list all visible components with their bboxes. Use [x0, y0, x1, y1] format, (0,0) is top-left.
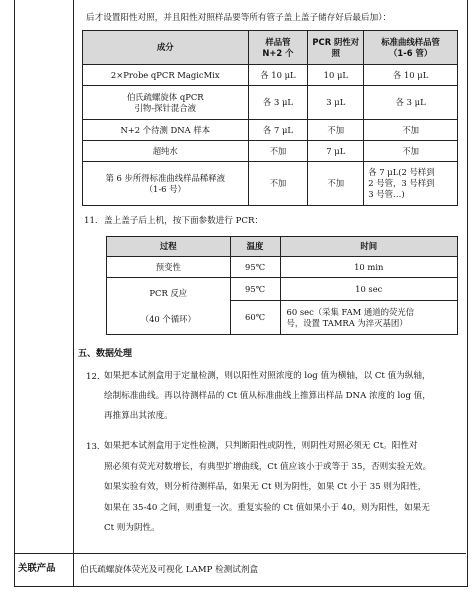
row-divider [14, 553, 466, 554]
table-cell: 10 sec [280, 278, 458, 301]
col-header-time: 时间 [280, 237, 458, 257]
table-cell: 伯氏疏螺旋体 qPCR 引物-探针混合液 [83, 86, 249, 120]
table-cell: 各 7 μL [248, 120, 308, 141]
table-cell: 95℃ [230, 278, 280, 301]
pcr-program-table [106, 236, 458, 335]
step-13-line: 如果在 35-40 之间，则重复一次。重复实验的 Ct 值如果小于 40，则为阳性，如果无 [104, 502, 430, 513]
step-13-line: 照必须有荧光对数增长，有典型扩增曲线，Ct 值应该小于或等于 35，否则实验无效。 [104, 461, 432, 472]
table-cell: 超纯水 [83, 141, 249, 162]
table-cell: 不加 [308, 162, 364, 206]
step-13-number: 13. [86, 442, 100, 452]
table-cell: 95℃ [230, 257, 280, 278]
table-row [83, 141, 458, 162]
table-row [83, 65, 458, 86]
table-cell: 2×Probe qPCR MagicMix [83, 65, 249, 86]
step-12-line: 如果把本试剂盒用于定量检测，则以阳性对照浓度的 log 值为横轴，以 Ct 值为纵轴， [104, 371, 431, 381]
table-cell: 各 10 μL [364, 65, 458, 86]
reagent-table [82, 30, 458, 206]
step-13-line: Ct 则为阴性。 [104, 523, 160, 534]
table-cell: 60℃ [230, 301, 280, 335]
table-cell: 不加 [364, 141, 458, 162]
col-header-process: 过程 [107, 237, 231, 257]
table-cell: 不加 [364, 120, 458, 141]
table-cell: 10 min [280, 257, 458, 278]
pcr-reaction-label: PCR 反应 [149, 288, 188, 298]
table-cell: 各 10 μL [248, 65, 308, 86]
step-12-number: 12. [86, 372, 100, 382]
table-cell: 3 μL [308, 86, 364, 120]
related-products-label: 关联产品 [18, 563, 56, 574]
table-cell: 各 3 μL [248, 86, 308, 120]
step-11-number: 11. [84, 216, 98, 226]
table-cell: 预变性 [107, 257, 231, 278]
section-title-data-processing: 五、数据处理 [78, 349, 133, 359]
table-cell: 各 3 μL [364, 86, 458, 120]
col-header-sample-tube: 样品管 N+2 个 [248, 31, 308, 65]
table-cell: 第 6 步所得标准曲线样品稀释液 （1-6 号） [83, 162, 249, 206]
table-cell: 不加 [308, 120, 364, 141]
step-12-line: 绘制标准曲线。再以待测样品的 Ct 值从标准曲线上推算出样品 DNA 浓度的 log 值， [104, 391, 431, 401]
table-row [83, 86, 458, 120]
table-row [107, 257, 458, 278]
table-cell: 不加 [248, 162, 308, 206]
related-products-text: 伯氏疏螺旋体荧光及可视化 LAMP 检测试剂盒 [80, 565, 259, 575]
step-11-text: 盖上盖子后上机，按下面参数进行 PCR： [104, 216, 264, 226]
step-13-line: 如果把本试剂盒用于定性检测，只判断阳性或阴性，则阴性对照必须无 Ct。阳性对 [104, 441, 418, 451]
step-13-body [104, 436, 464, 539]
col-header-component: 成分 [83, 31, 249, 65]
step-13-line: 如果实验有效，则分析待测样品，如果无 Ct 则为阴性，如果 Ct 小于 35 则为阳性， [104, 482, 427, 493]
col-header-negative-control: PCR 阴性对 照 [308, 31, 364, 65]
cycle-count-label: （40 个循环） [140, 314, 196, 324]
table-cell: 各 7 μL(2 号样到 2 号管，3 号样到 3 号管…) [364, 162, 458, 206]
step-12-line: 再推算出其浓度。 [104, 411, 173, 421]
table-cell: 7 μL [308, 141, 364, 162]
table-cell: 不加 [248, 141, 308, 162]
table-cell: 10 μL [308, 65, 364, 86]
table-cell: 60 sec（采集 FAM 通道的荧光信 号，设置 TAMRA 为淬灭基团） [280, 301, 458, 335]
intro-line: 后才设置阳性对照，并且阳性对照样品要等所有管子盖上盖子储存好后最后加）： [86, 13, 392, 23]
col-header-standard-curve: 标准曲线样品管 （1-6 管） [364, 31, 458, 65]
table-row [107, 278, 458, 301]
left-label-column [15, 0, 74, 586]
table-cell [107, 278, 231, 335]
col-header-temperature: 温度 [230, 237, 280, 257]
table-cell: N+2 个待测 DNA 样本 [83, 120, 249, 141]
step-12-body [104, 366, 464, 426]
table-row [83, 120, 458, 141]
table-row [83, 162, 458, 206]
